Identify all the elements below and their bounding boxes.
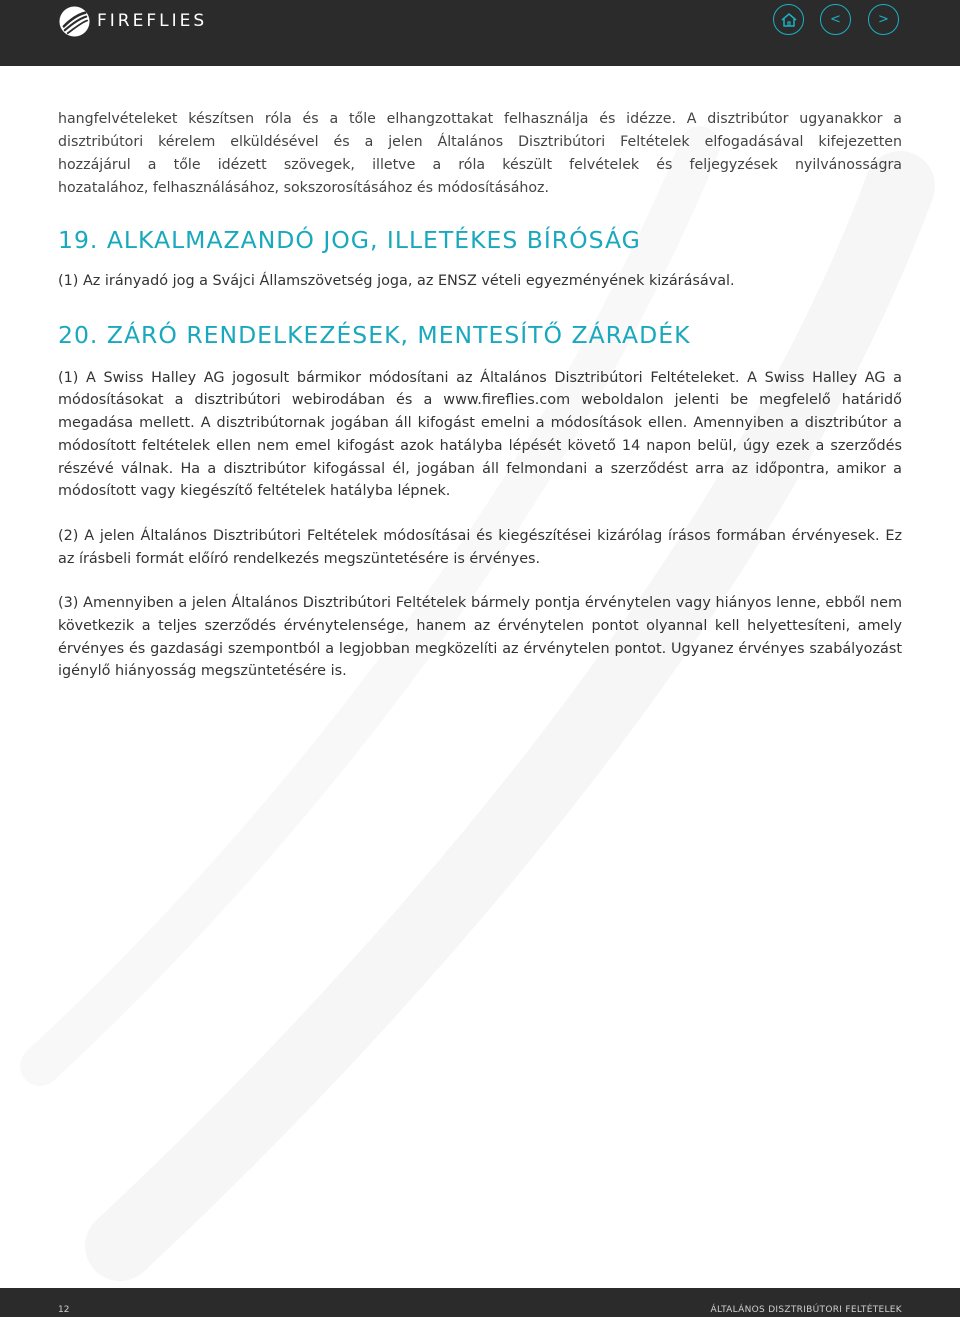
- intro-line-1: hangfelvételeket készítsen róla és a tőle elhangzottakat felhasználja és idézze. A disztribútor ugyanakkor a: [58, 111, 902, 127]
- section-20-paragraph-2: [58, 525, 902, 570]
- paragraph-text: Az irányadó jog a Svájci Államszövetség joga, az ENSZ vételi egyezményének kizárásával.: [78, 273, 735, 289]
- intro-line-4: hozatalához, felhasználásához, sokszorosításához és módosításához.: [58, 180, 550, 196]
- paragraph-text: A Swiss Halley AG jogosult bármikor módosítani az Általános Disztribútori Feltételeket. A Swiss Halley AG a módosításokat a disztribútori webirodában és a www.fireflies.com weboldalon jelenti be megfelelő határidő megadása mellett. A disztribútornak jogában áll kifogást emelni a módosítások ellen. Amennyiben a disztribútor a módosított feltételek ellen nem emel kifogást azok hatályba lépését követő 14 napon belül, úgy ezek a szerződés részévé válnak. Ha a disztribútor kifogással él, jogában áll felmondani a szerződést arra az időpontra, amikor a módosított vagy kiegészítő feltételek hatályba lépnek.: [58, 369, 902, 500]
- next-page-button[interactable]: [868, 4, 899, 35]
- paragraph-text: Amennyiben a jelen Általános Disztribútori Feltételek bármely pontja érvénytelen vagy hiányos lenne, ebből nem következik a teljes szerződés érvénytelensége, hanem az érvénytelen pontot olyannal kell helyettesíteni, amely érvényes és gazdasági szempontból a legjobban megközelíti az érvénytelen pontot. Ugyanez érvényes szabályozást igénylő hiányosság megszüntetésére is.: [58, 595, 902, 680]
- paragraph-number: (1): [58, 369, 79, 386]
- section-20-paragraph-1: [58, 367, 902, 503]
- section-19-paragraph-1: [58, 270, 902, 293]
- page-number: 12: [58, 1305, 70, 1315]
- home-button[interactable]: [773, 4, 804, 35]
- paragraph-number: (3): [58, 595, 79, 612]
- intro-line-2: disztribútori kérelem elküldésével és a jelen Általános Disztribútori Feltételek elfogadásával kifejezetten: [58, 134, 902, 150]
- paragraph-number: (1): [58, 273, 79, 289]
- footer-document-title: ÁLTALÁNOS DISZTRIBÚTORI FELTÉTELEK: [710, 1305, 902, 1315]
- header-bar: [0, 0, 960, 66]
- section-19-heading: 19. ALKALMAZANDÓ JOG, ILLETÉKES BÍRÓSÁG: [58, 226, 641, 254]
- brand-name: FIREFLIES: [97, 11, 208, 31]
- document-body: [58, 108, 902, 683]
- intro-line-3: hozzájárul a tőle idézett szövegek, illetve a róla készült felvételek és feljegyzések nyilvánosságra: [58, 157, 902, 173]
- intro-paragraph: [58, 108, 902, 200]
- section-20-heading: 20. ZÁRÓ RENDELKEZÉSEK, MENTESÍTŐ ZÁRADÉK: [58, 320, 691, 349]
- prev-label: <: [830, 12, 841, 27]
- brand-logo[interactable]: [58, 4, 207, 38]
- paragraph-number: (2): [58, 527, 79, 544]
- prev-page-button[interactable]: [820, 4, 851, 35]
- next-label: >: [878, 12, 889, 27]
- home-icon: [780, 12, 798, 28]
- paragraph-text: A jelen Általános Disztribútori Feltételek módosításai és kiegészítései kizárólag írásos formában érvényesek. Ez az írásbeli formát előíró rendelkezés megszüntetésére is érvényes.: [58, 527, 902, 567]
- section-20-paragraph-3: [58, 592, 902, 683]
- fireflies-logo-icon: [58, 5, 91, 38]
